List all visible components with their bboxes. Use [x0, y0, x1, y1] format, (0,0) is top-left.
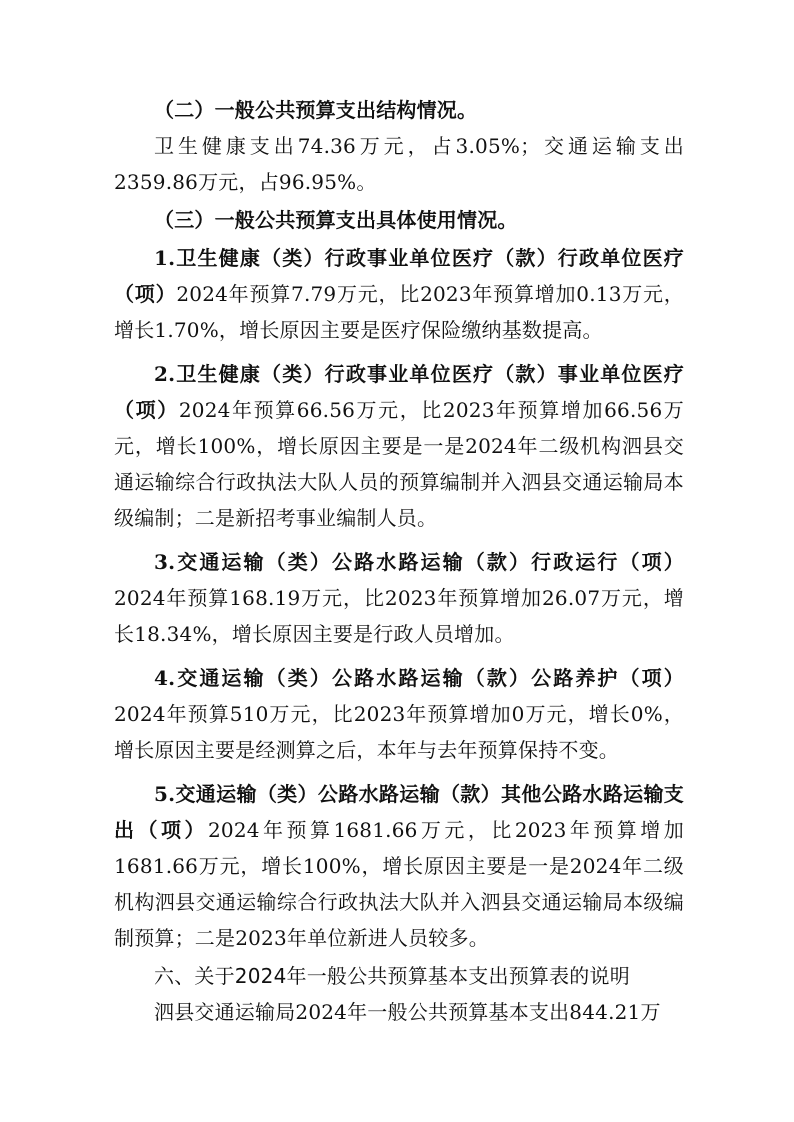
item-1-body: 2024年预算7.79万元，比2023年预算增加0.13万元，增长1.70%，增长原因主要是医疗保险缴纳基数提高。	[114, 282, 685, 342]
section-3-item-1	[114, 240, 684, 348]
section-6-body: 泗县交通运输局2024年一般公共预算基本支出844.21万	[154, 1000, 661, 1024]
section-2-heading: （二）一般公共预算支出结构情况。	[154, 98, 478, 122]
item-2-body: 2024年预算66.56万元，比2023年预算增加66.56万元，增长100%，增长原因主要是一是2024年二级机构泗县交通运输综合行政执法大队人员的预算编制并入泗县交通运输局本级编制；二是新招考事业编制人员。	[114, 398, 684, 530]
item-4-title: 4.交通运输（类）公路水路运输（款）公路养护（项）	[154, 666, 684, 690]
item-4-body: 2024年预算510万元，比2023年预算增加0万元，增长0%，增长原因主要是经测算之后，本年与去年预算保持不变。	[114, 702, 684, 762]
section-6-heading: 六、关于2024年一般公共预算基本支出预算表的说明	[154, 964, 630, 988]
section-3-heading: （三）一般公共预算支出具体使用情况。	[154, 208, 518, 232]
section-3-item-3	[114, 544, 684, 652]
item-5-title: 5.交通运输（类）公路水路运输（款）其他公路水路运输支出（项）	[114, 782, 684, 842]
item-3-title: 3.交通运输（类）公路水路运输（款）行政运行（项）	[154, 550, 684, 574]
item-2-title: 2.卫生健康（类）行政事业单位医疗（款）事业单位医疗（项）	[114, 362, 684, 422]
section-3-item-2	[114, 356, 684, 536]
item-3-body: 2024年预算168.19万元，比2023年预算增加26.07万元，增长18.34%，增长原因主要是行政人员增加。	[114, 586, 684, 646]
page-content	[114, 92, 684, 1030]
item-1-title: 1.卫生健康（类）行政事业单位医疗（款）行政单位医疗（项）	[114, 246, 684, 306]
item-5-body: 2024年预算1681.66万元，比2023年预算增加1681.66万元，增长100%，增长原因主要是一是2024年二级机构泗县交通运输综合行政执法大队并入泗县交通运输局本级编制预算；二是2023年单位新进人员较多。	[114, 818, 684, 950]
section-3-item-4	[114, 660, 684, 768]
section-2-body: 卫生健康支出74.36万元，占3.05%；交通运输支出2359.86万元，占96.95%。	[114, 134, 684, 194]
section-3-item-5	[114, 776, 684, 956]
